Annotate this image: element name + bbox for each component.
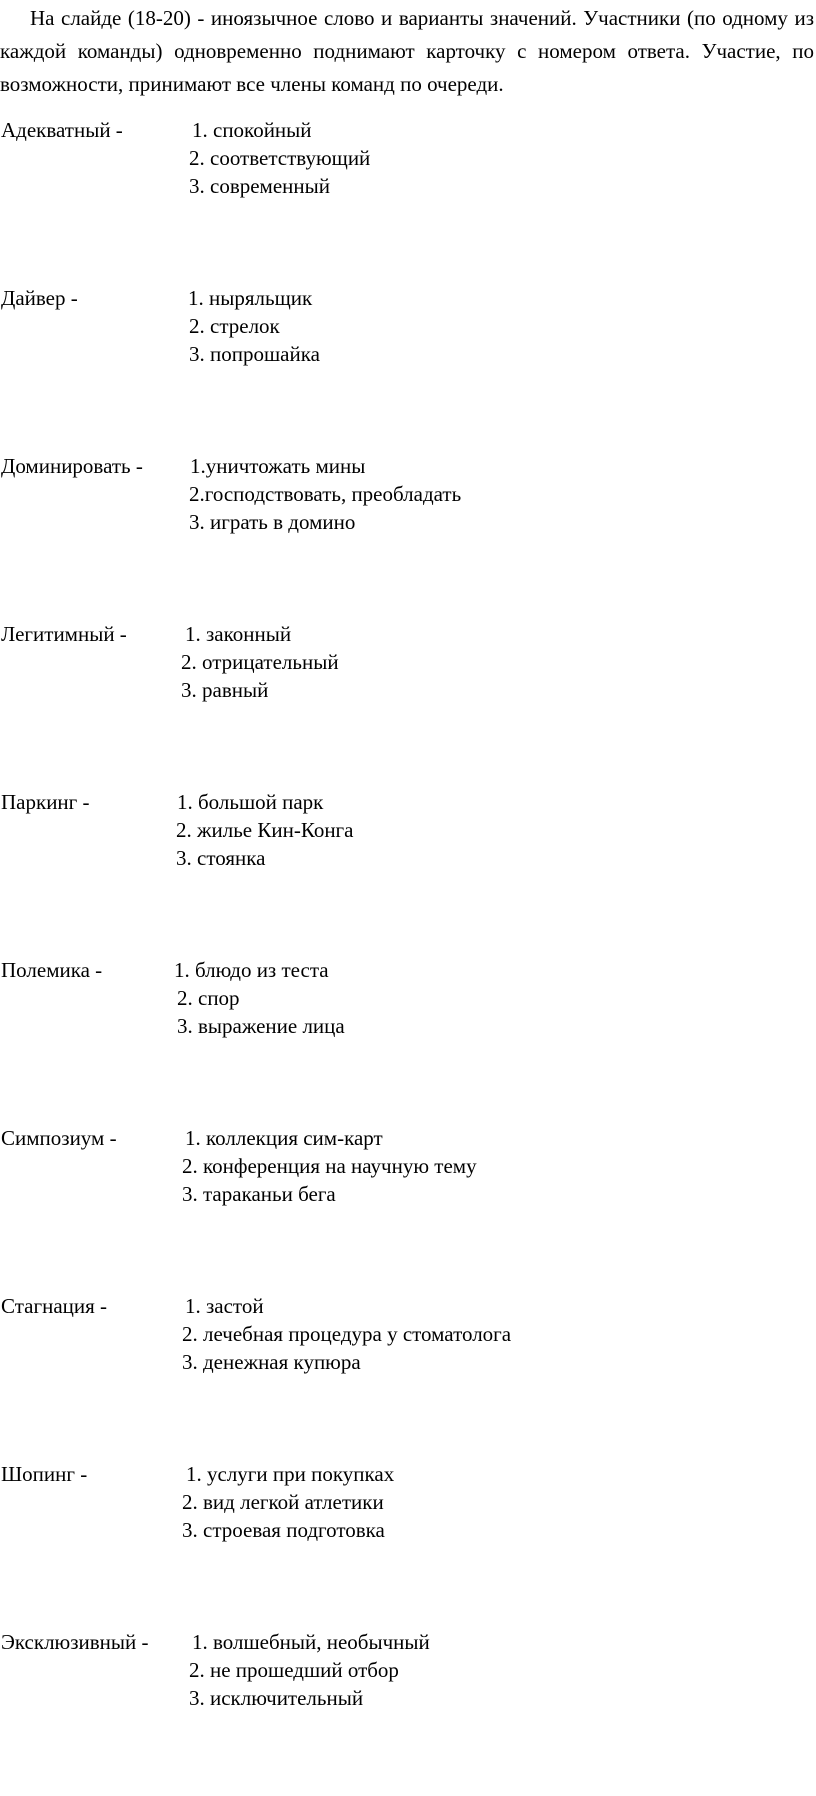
entry-option-2: 2. соответствующий <box>189 146 371 170</box>
vocabulary-entry <box>0 1460 816 1628</box>
vocabulary-entry <box>0 1292 816 1460</box>
vocabulary-entry <box>0 788 816 956</box>
entry-option-3: 3. денежная купюра <box>182 1350 361 1374</box>
entry-option-1: 1. ныряльщик <box>188 286 313 310</box>
entry-term: Дайвер - <box>1 286 78 310</box>
entry-option-2: 2. отрицательный <box>181 650 339 674</box>
vocabulary-entry <box>0 452 816 620</box>
entry-option-1: 1. волшебный, необычный <box>192 1630 430 1654</box>
vocabulary-entry <box>0 1124 816 1292</box>
entry-option-3: 3. равный <box>181 678 269 702</box>
entry-term: Доминировать - <box>1 454 143 478</box>
entry-option-1: 1. блюдо из теста <box>174 958 329 982</box>
entry-option-1: 1. услуги при покупках <box>186 1462 395 1486</box>
entry-option-2: 2. лечебная процедура у стоматолога <box>182 1322 512 1346</box>
entry-option-3: 3. исключительный <box>189 1686 364 1710</box>
entry-term: Симпозиум - <box>1 1126 117 1150</box>
entry-term: Адекватный - <box>1 118 123 142</box>
entry-option-3: 3. строевая подготовка <box>182 1518 385 1542</box>
entry-option-1: 1. застой <box>185 1294 264 1318</box>
vocabulary-entry <box>0 620 816 788</box>
entry-option-3: 3. стоянка <box>176 846 266 870</box>
entry-option-3: 3. выражение лица <box>177 1014 345 1038</box>
entry-option-1: 1. законный <box>185 622 292 646</box>
intro-paragraph: На слайде (18-20) - иноязычное слово и варианты значений. Участники (по одному из каждой команды) одновременно поднимают карточку с номером ответа. Участие, по возможности, принимают все члены команд по очереди. <box>0 6 814 96</box>
entry-option-1: 1. коллекция сим-карт <box>185 1126 383 1150</box>
entry-option-3: 3. современный <box>189 174 330 198</box>
entry-term: Стагнация - <box>1 1294 108 1318</box>
vocabulary-entry <box>0 1628 816 1796</box>
entry-option-2: 2. спор <box>177 986 240 1010</box>
entry-term: Полемика - <box>1 958 103 982</box>
entry-option-2: 2. не прошедший отбор <box>189 1658 399 1682</box>
vocabulary-list <box>0 116 816 1796</box>
entry-option-1: 1.уничтожать мины <box>190 454 366 478</box>
entry-option-3: 3. играть в домино <box>189 510 356 534</box>
entry-option-3: 3. попрошайка <box>189 342 320 366</box>
vocabulary-entry <box>0 284 816 452</box>
entry-term: Паркинг - <box>1 790 90 814</box>
entry-term: Шопинг - <box>1 1462 88 1486</box>
entry-option-1: 1. спокойный <box>192 118 312 142</box>
entry-option-2: 2. вид легкой атлетики <box>182 1490 384 1514</box>
entry-option-2: 2.господствовать, преобладать <box>189 482 462 506</box>
entry-option-2: 2. конференция на научную тему <box>182 1154 477 1178</box>
entry-term: Легитимный - <box>1 622 127 646</box>
vocabulary-entry <box>0 956 816 1124</box>
entry-term: Эксклюзивный - <box>1 1630 149 1654</box>
entry-option-1: 1. большой парк <box>177 790 324 814</box>
entry-option-2: 2. стрелок <box>189 314 280 338</box>
vocabulary-entry <box>0 116 816 284</box>
entry-option-3: 3. тараканьи бега <box>182 1182 336 1206</box>
entry-option-2: 2. жилье Кин-Конга <box>176 818 354 842</box>
